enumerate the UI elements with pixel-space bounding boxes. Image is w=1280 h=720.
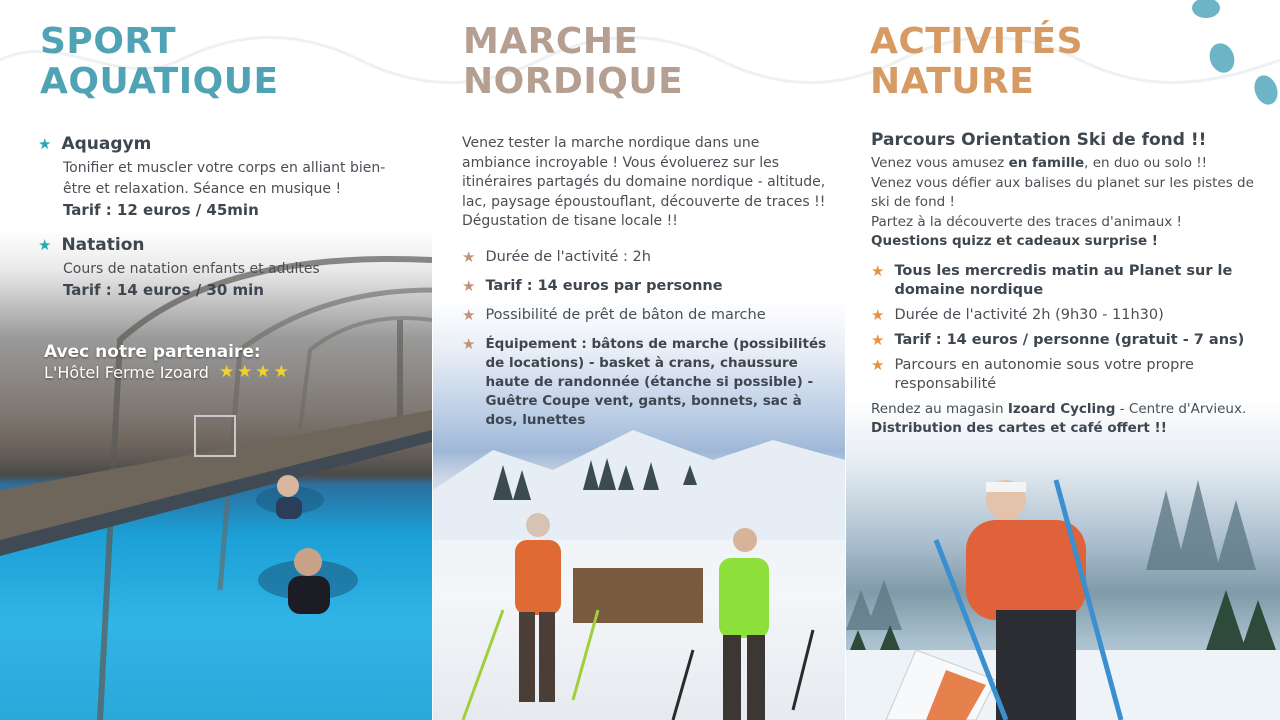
bullet-autonomie: ★ Parcours en autonomie sous votre propre responsabilité xyxy=(871,355,1194,392)
column-activites-nature xyxy=(846,0,1280,720)
item-title: Natation xyxy=(61,235,145,255)
bullet-duree: ★ Durée de l'activité 2h (9h30 - 11h30) xyxy=(871,305,1164,324)
partner-block xyxy=(44,342,292,382)
item-description: Tonifier et muscler votre corps en alliant bien-être et relaxation. Séance en musique ! xyxy=(63,160,386,197)
partner-heading: Avec notre partenaire: xyxy=(44,342,261,362)
column-sport-aquatique xyxy=(0,0,432,720)
nature-paragraph-4: Questions quizz et cadeaux surprise ! xyxy=(871,233,1158,249)
nature-content xyxy=(871,130,1261,439)
title-marche-nordique: MARCHE NORDIQUE xyxy=(463,21,684,102)
star-icon: ★ xyxy=(462,247,476,266)
nature-paragraph-1: Venez vous amusez en famille, en duo ou solo !! xyxy=(871,155,1208,171)
item-aquagym xyxy=(38,134,398,221)
pool-photo xyxy=(0,230,432,720)
animal-tracks-decoration xyxy=(1186,0,1280,110)
bullet-tarif: ★ Tarif : 14 euros / personne (gratuit - 7 ans) xyxy=(871,330,1245,349)
title-activites-nature: ACTIVITÉS NATURE xyxy=(870,21,1084,102)
star-icon: ★ xyxy=(462,334,476,353)
column-marche-nordique xyxy=(433,0,845,720)
ski-orientation-photo xyxy=(846,400,1280,720)
star-icon: ★ xyxy=(871,261,885,280)
star-icon: ★ xyxy=(462,276,476,295)
bullet-equipement: ★ Équipement : bâtons de marche (possibilités de locations) - basket à crans, chaussure haute de randonnée (étanche si possible) - Guêtre Coupe vent, gants, bonnets, sac à dos, lunettes xyxy=(462,334,827,428)
bullet-tarif: ★ Tarif : 14 euros par personne xyxy=(462,276,723,295)
item-description: Cours de natation enfants et adultes xyxy=(63,261,320,277)
item-title: Aquagym xyxy=(61,134,152,154)
star-icon: ★ xyxy=(38,134,52,153)
nature-footer-2: Distribution des cartes et café offert !! xyxy=(871,420,1167,436)
marche-content xyxy=(462,134,832,440)
star-icon: ★ xyxy=(871,305,885,324)
star-icon: ★ xyxy=(38,235,52,254)
partner-name: L'Hôtel Ferme Izoard xyxy=(44,362,209,382)
item-tarif: Tarif : 12 euros / 45min xyxy=(63,201,259,219)
bullet-duree: ★ Durée de l'activité : 2h xyxy=(462,247,651,266)
bullet-mercredis: ★ Tous les mercredis matin au Planet sur le domaine nordique xyxy=(871,261,1233,298)
nature-paragraph-3: Partez à la découverte des traces d'animaux ! xyxy=(871,213,1182,230)
aquatique-content xyxy=(38,134,398,301)
bullet-pret: ★ Possibilité de prêt de bâton de marche xyxy=(462,305,766,324)
star-icon: ★ xyxy=(871,330,885,349)
item-natation xyxy=(38,235,398,301)
rating-stars-icon: ★★★★ xyxy=(218,362,292,382)
nature-footer-1: Rendez au magasin Izoard Cycling - Centre d'Arvieux. xyxy=(871,400,1247,417)
nature-paragraph-2: Venez vous défier aux balises du planet sur les pistes de ski de fond ! xyxy=(871,174,1254,210)
nature-subtitle: Parcours Orientation Ski de fond !! xyxy=(871,130,1207,150)
marche-intro: Venez tester la marche nordique dans une ambiance incroyable ! Vous évoluerez sur les itinéraires partagés du domaine nordique - altitude, lac, paysage époustouflant, découverte de traces !! Dégustation de tisane locale !! xyxy=(462,135,826,229)
item-tarif: Tarif : 14 euros / 30 min xyxy=(63,281,264,299)
title-sport-aquatique: SPORT AQUATIQUE xyxy=(40,21,279,102)
star-icon: ★ xyxy=(462,305,476,324)
star-icon: ★ xyxy=(871,355,885,374)
